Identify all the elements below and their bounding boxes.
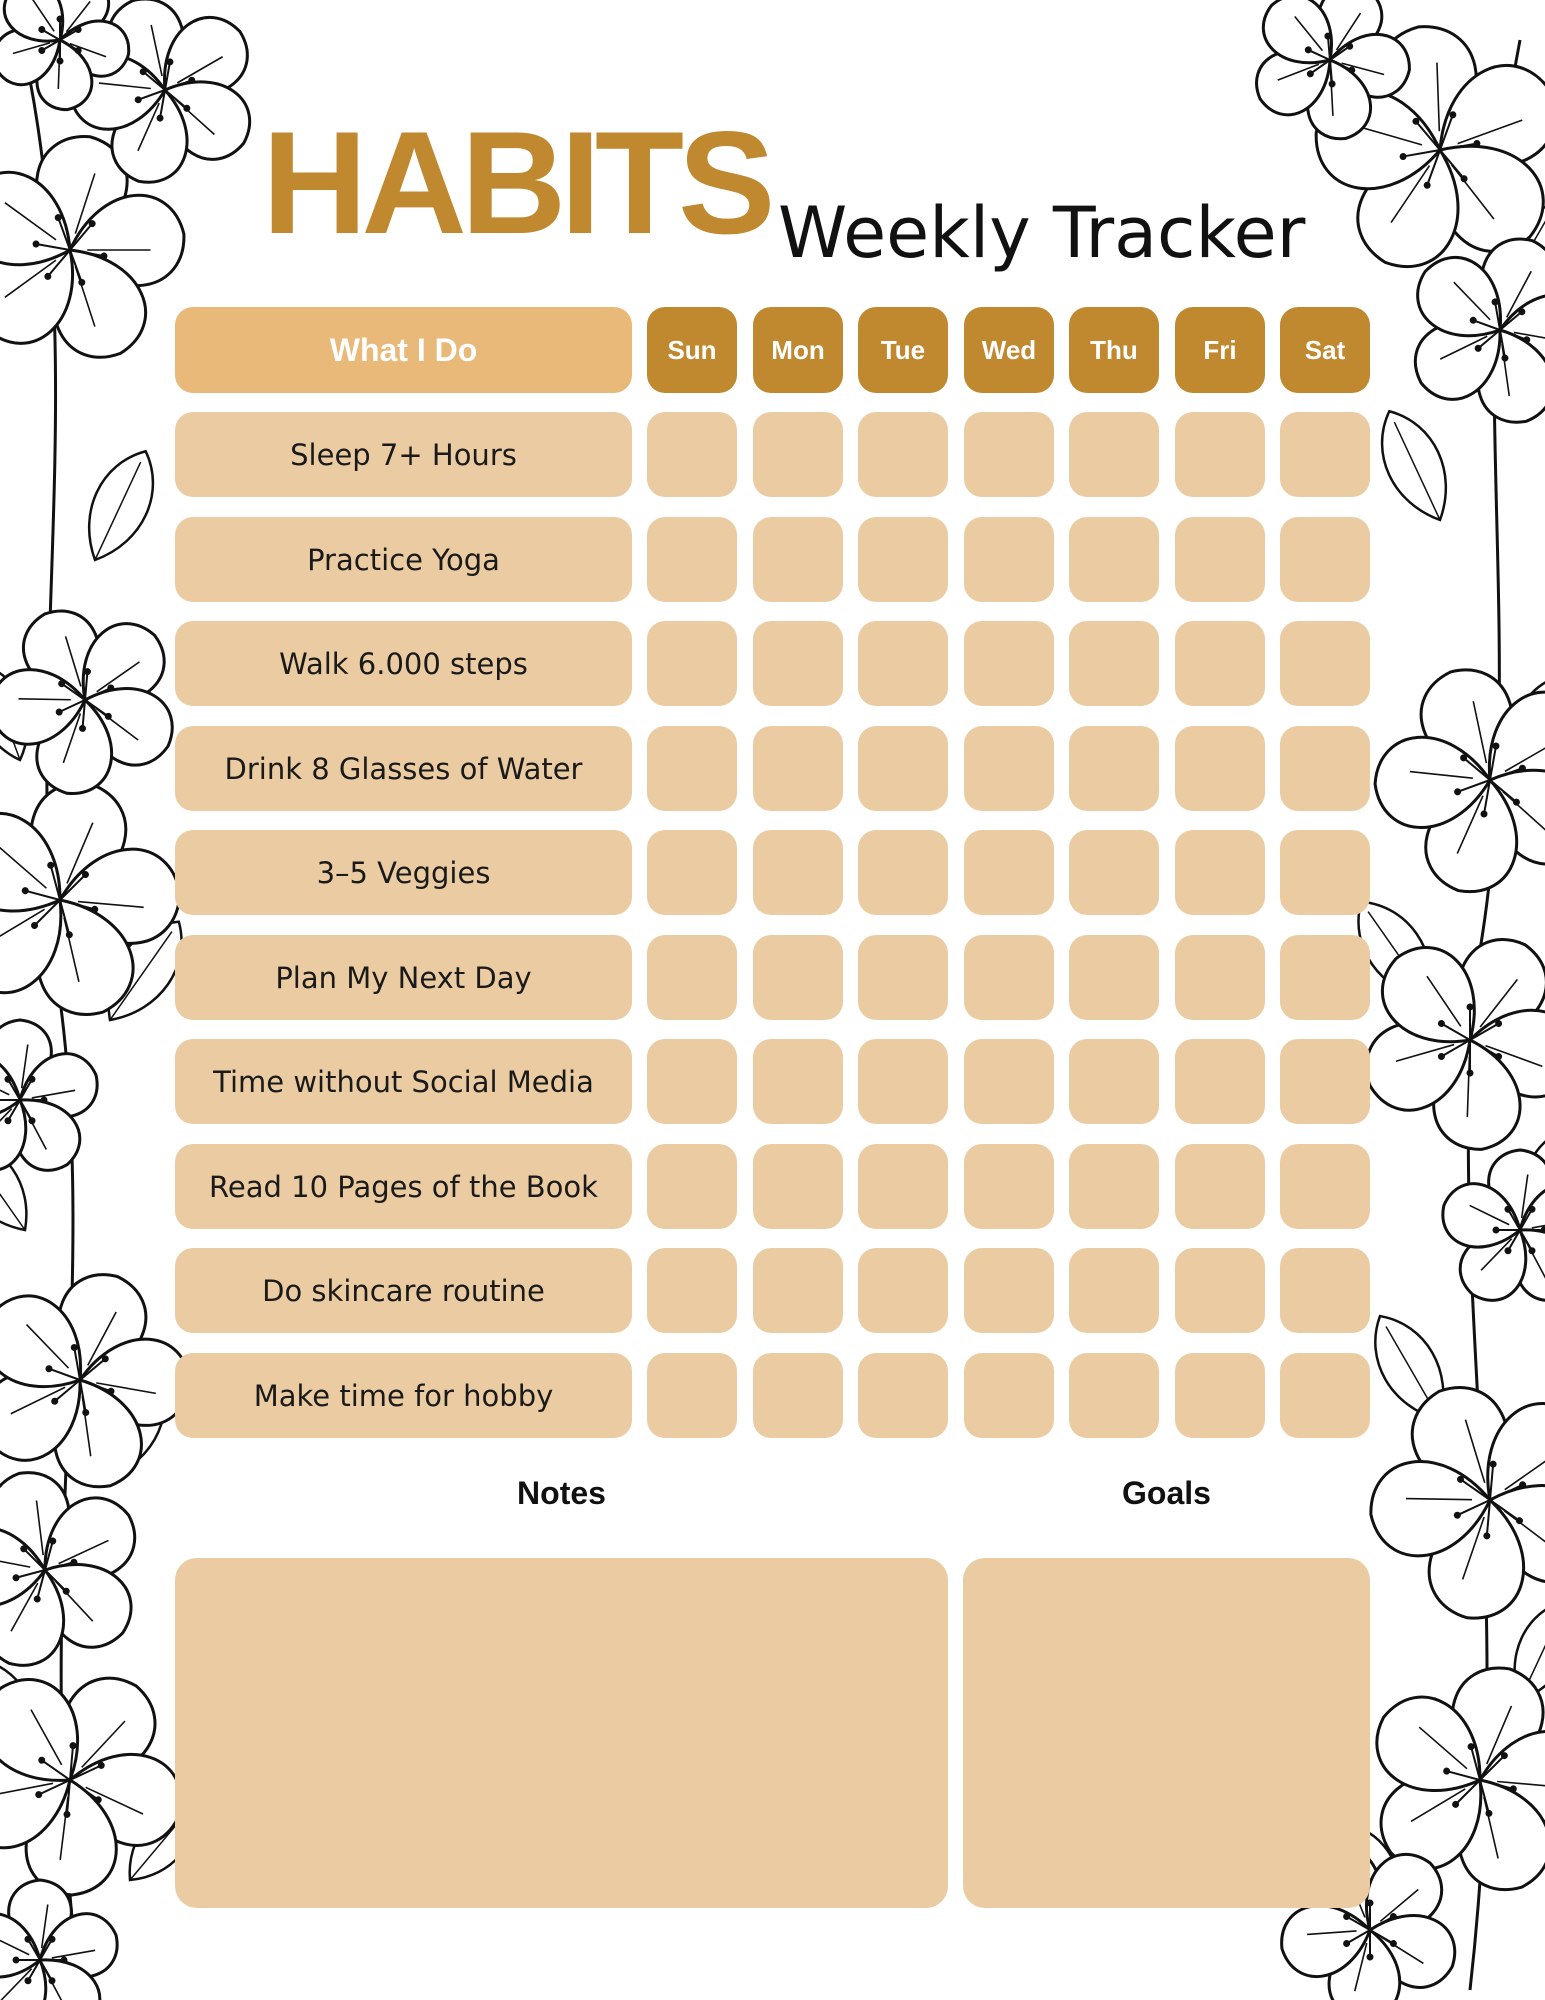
habit-checkbox-sat[interactable]	[1280, 1353, 1370, 1438]
habit-checkbox-thu[interactable]	[1069, 412, 1159, 497]
habit-checkbox-thu[interactable]	[1069, 1144, 1159, 1229]
habit-checkbox-tue[interactable]	[858, 1353, 948, 1438]
habit-label: Practice Yoga	[175, 517, 632, 602]
habit-checkbox-mon[interactable]	[753, 412, 843, 497]
flower-icon	[0, 1880, 126, 2000]
habit-checkbox-wed[interactable]	[964, 412, 1054, 497]
habit-checkbox-fri[interactable]	[1175, 621, 1265, 706]
habit-checkbox-thu[interactable]	[1069, 1353, 1159, 1438]
habit-label: Sleep 7+ Hours	[175, 412, 632, 497]
habit-label: 3–5 Veggies	[175, 830, 632, 915]
habit-checkbox-fri[interactable]	[1175, 1039, 1265, 1124]
habit-checkbox-mon[interactable]	[753, 1039, 843, 1124]
habit-checkbox-wed[interactable]	[964, 1039, 1054, 1124]
flower-icon	[0, 1020, 106, 1183]
habit-checkbox-sun[interactable]	[647, 726, 737, 811]
header-day-mon: Mon	[753, 307, 843, 393]
habit-checkbox-sat[interactable]	[1280, 621, 1370, 706]
habit-checkbox-sat[interactable]	[1280, 830, 1370, 915]
habit-checkbox-wed[interactable]	[964, 517, 1054, 602]
habit-checkbox-mon[interactable]	[753, 1248, 843, 1333]
title-weekly-tracker: Weekly Tracker	[778, 192, 1306, 274]
habit-checkbox-wed[interactable]	[964, 1248, 1054, 1333]
habit-checkbox-tue[interactable]	[858, 830, 948, 915]
habit-label: Do skincare routine	[175, 1248, 632, 1333]
habit-checkbox-tue[interactable]	[858, 1248, 948, 1333]
habit-checkbox-thu[interactable]	[1069, 621, 1159, 706]
habit-checkbox-thu[interactable]	[1069, 726, 1159, 811]
habit-checkbox-tue[interactable]	[858, 726, 948, 811]
goals-box[interactable]	[963, 1558, 1370, 1908]
habit-label: Make time for hobby	[175, 1353, 632, 1438]
habit-checkbox-sun[interactable]	[647, 621, 737, 706]
goals-label: Goals	[1122, 1475, 1211, 1511]
habit-checkbox-sat[interactable]	[1280, 1248, 1370, 1333]
habit-checkbox-sun[interactable]	[647, 830, 737, 915]
habit-checkbox-mon[interactable]	[753, 517, 843, 602]
habit-checkbox-tue[interactable]	[858, 935, 948, 1020]
habit-checkbox-thu[interactable]	[1069, 1248, 1159, 1333]
title-habits: HABITS	[262, 101, 770, 264]
habit-checkbox-sun[interactable]	[647, 412, 737, 497]
habit-label: Read 10 Pages of the Book	[175, 1144, 632, 1229]
habit-checkbox-sun[interactable]	[647, 1248, 737, 1333]
habit-checkbox-thu[interactable]	[1069, 517, 1159, 602]
habit-checkbox-sat[interactable]	[1280, 935, 1370, 1020]
habit-checkbox-tue[interactable]	[858, 517, 948, 602]
habit-checkbox-sat[interactable]	[1280, 517, 1370, 602]
habit-checkbox-mon[interactable]	[753, 830, 843, 915]
habit-checkbox-fri[interactable]	[1175, 517, 1265, 602]
habit-checkbox-tue[interactable]	[858, 1144, 948, 1229]
habit-checkbox-tue[interactable]	[858, 1039, 948, 1124]
leaf-icon	[71, 440, 171, 572]
notes-label: Notes	[517, 1475, 606, 1511]
habit-label: Drink 8 Glasses of Water	[175, 726, 632, 811]
habit-checkbox-wed[interactable]	[964, 830, 1054, 915]
habit-checkbox-fri[interactable]	[1175, 412, 1265, 497]
habit-checkbox-fri[interactable]	[1175, 1248, 1265, 1333]
habit-checkbox-thu[interactable]	[1069, 1039, 1159, 1124]
habit-checkbox-sat[interactable]	[1280, 726, 1370, 811]
habit-checkbox-sat[interactable]	[1280, 1144, 1370, 1229]
habit-checkbox-thu[interactable]	[1069, 935, 1159, 1020]
habit-label: Walk 6.000 steps	[175, 621, 632, 706]
habit-checkbox-sun[interactable]	[647, 1039, 737, 1124]
habit-checkbox-wed[interactable]	[964, 621, 1054, 706]
habit-checkbox-sun[interactable]	[647, 517, 737, 602]
habit-checkbox-fri[interactable]	[1175, 830, 1265, 915]
habit-checkbox-tue[interactable]	[858, 621, 948, 706]
habit-checkbox-mon[interactable]	[753, 1353, 843, 1438]
notes-box[interactable]	[175, 1558, 948, 1908]
habit-label: Plan My Next Day	[175, 935, 632, 1020]
habit-checkbox-sat[interactable]	[1280, 1039, 1370, 1124]
habit-checkbox-wed[interactable]	[964, 1353, 1054, 1438]
habit-checkbox-wed[interactable]	[964, 935, 1054, 1020]
leaf-icon	[1365, 400, 1465, 532]
header-day-sun: Sun	[647, 307, 737, 393]
header-day-fri: Fri	[1175, 307, 1265, 393]
habit-checkbox-thu[interactable]	[1069, 830, 1159, 915]
habit-checkbox-sun[interactable]	[647, 935, 737, 1020]
header-day-tue: Tue	[858, 307, 948, 393]
habit-checkbox-sun[interactable]	[647, 1144, 737, 1229]
habit-checkbox-fri[interactable]	[1175, 935, 1265, 1020]
habit-checkbox-mon[interactable]	[753, 1144, 843, 1229]
header-day-sat: Sat	[1280, 307, 1370, 393]
habit-checkbox-mon[interactable]	[753, 621, 843, 706]
header-what-i-do: What I Do	[175, 307, 632, 393]
habit-checkbox-sat[interactable]	[1280, 412, 1370, 497]
header-day-thu: Thu	[1069, 307, 1159, 393]
habit-checkbox-sun[interactable]	[647, 1353, 737, 1438]
flower-icon	[1434, 1150, 1545, 1313]
header-day-wed: Wed	[964, 307, 1054, 393]
habit-checkbox-fri[interactable]	[1175, 1144, 1265, 1229]
habit-checkbox-fri[interactable]	[1175, 1353, 1265, 1438]
habit-checkbox-wed[interactable]	[964, 1144, 1054, 1229]
habit-checkbox-tue[interactable]	[858, 412, 948, 497]
habit-label: Time without Social Media	[175, 1039, 632, 1124]
habit-checkbox-mon[interactable]	[753, 726, 843, 811]
habit-checkbox-mon[interactable]	[753, 935, 843, 1020]
habit-checkbox-wed[interactable]	[964, 726, 1054, 811]
habit-checkbox-fri[interactable]	[1175, 726, 1265, 811]
